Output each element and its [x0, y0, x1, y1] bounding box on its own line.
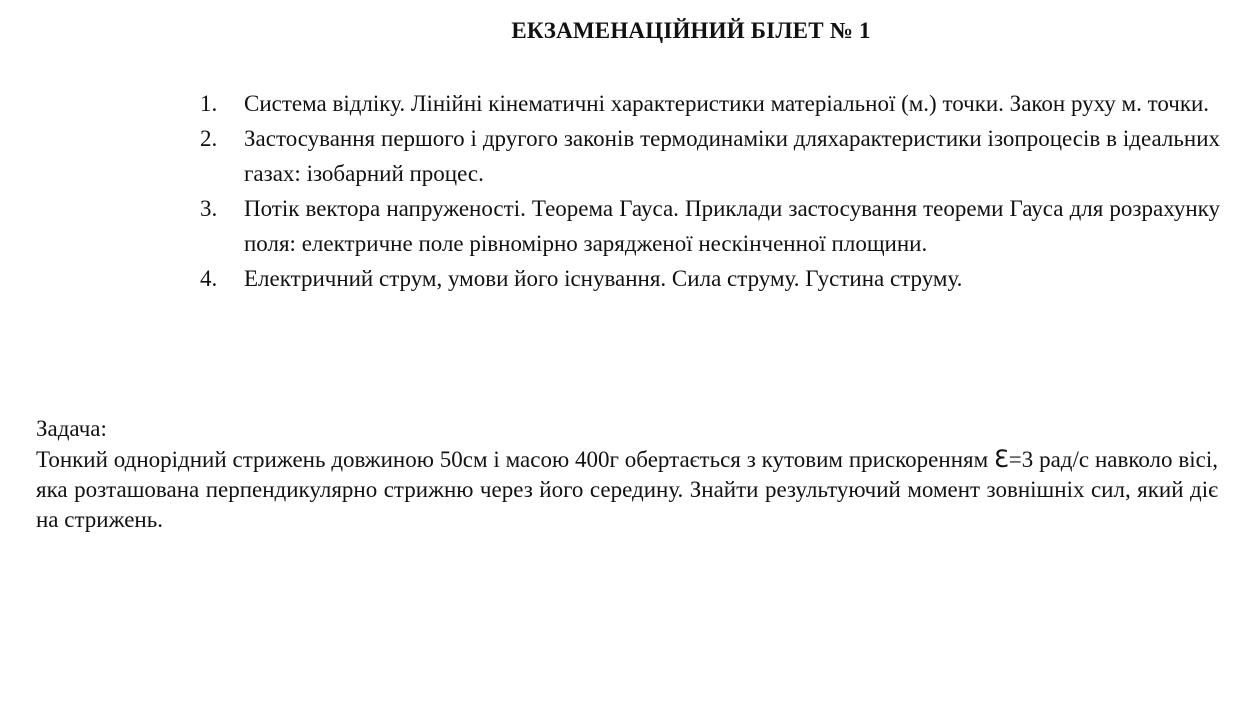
task-section	[36, 414, 1218, 535]
task-text-before-symbol: Тонкий однорідний стрижень довжиною 50см і масою 400г обертається з кутовим прискоренням	[36, 447, 995, 472]
task-label: Задача:	[36, 416, 107, 441]
question-number: 2.	[200, 126, 218, 151]
task-text	[36, 444, 1218, 535]
question-item	[200, 261, 1220, 296]
task-text-after-symbol: =3 рад/с навколо вісі, яка розташована перпендикулярно стрижню через його середину. Знайти результуючий момент зовнішніх сил, який діє на стрижень.	[36, 447, 1218, 532]
angular-acceleration-symbol: Ɛ	[994, 445, 1009, 473]
question-number: 3.	[200, 196, 218, 221]
page-title: ЕКЗАМЕНАЦІЙНИЙ БІЛЕТ № 1	[511, 18, 871, 43]
question-text: Застосування першого і другого законів термодинаміки дляхарактеристики ізопроцесів в ідеальних газах: ізобарний процес.	[244, 126, 1220, 186]
question-text: Потік вектора напруженості. Теорема Гауса. Приклади застосування теореми Гауса для розрахунку поля: електричне поле рівномірно зарядженої нескінченної площини.	[244, 196, 1220, 256]
question-item	[200, 121, 1220, 191]
questions-list	[200, 86, 1220, 296]
question-text: Система відліку. Лінійні кінематичні характеристики матеріальної (м.) точки. Закон руху м. точки.	[244, 91, 1210, 116]
question-item	[200, 191, 1220, 261]
question-number: 1.	[200, 91, 218, 116]
question-text: Електричний струм, умови його існування. Сила струму. Густина струму.	[244, 266, 963, 291]
question-item	[200, 86, 1220, 121]
question-number: 4.	[200, 266, 218, 291]
